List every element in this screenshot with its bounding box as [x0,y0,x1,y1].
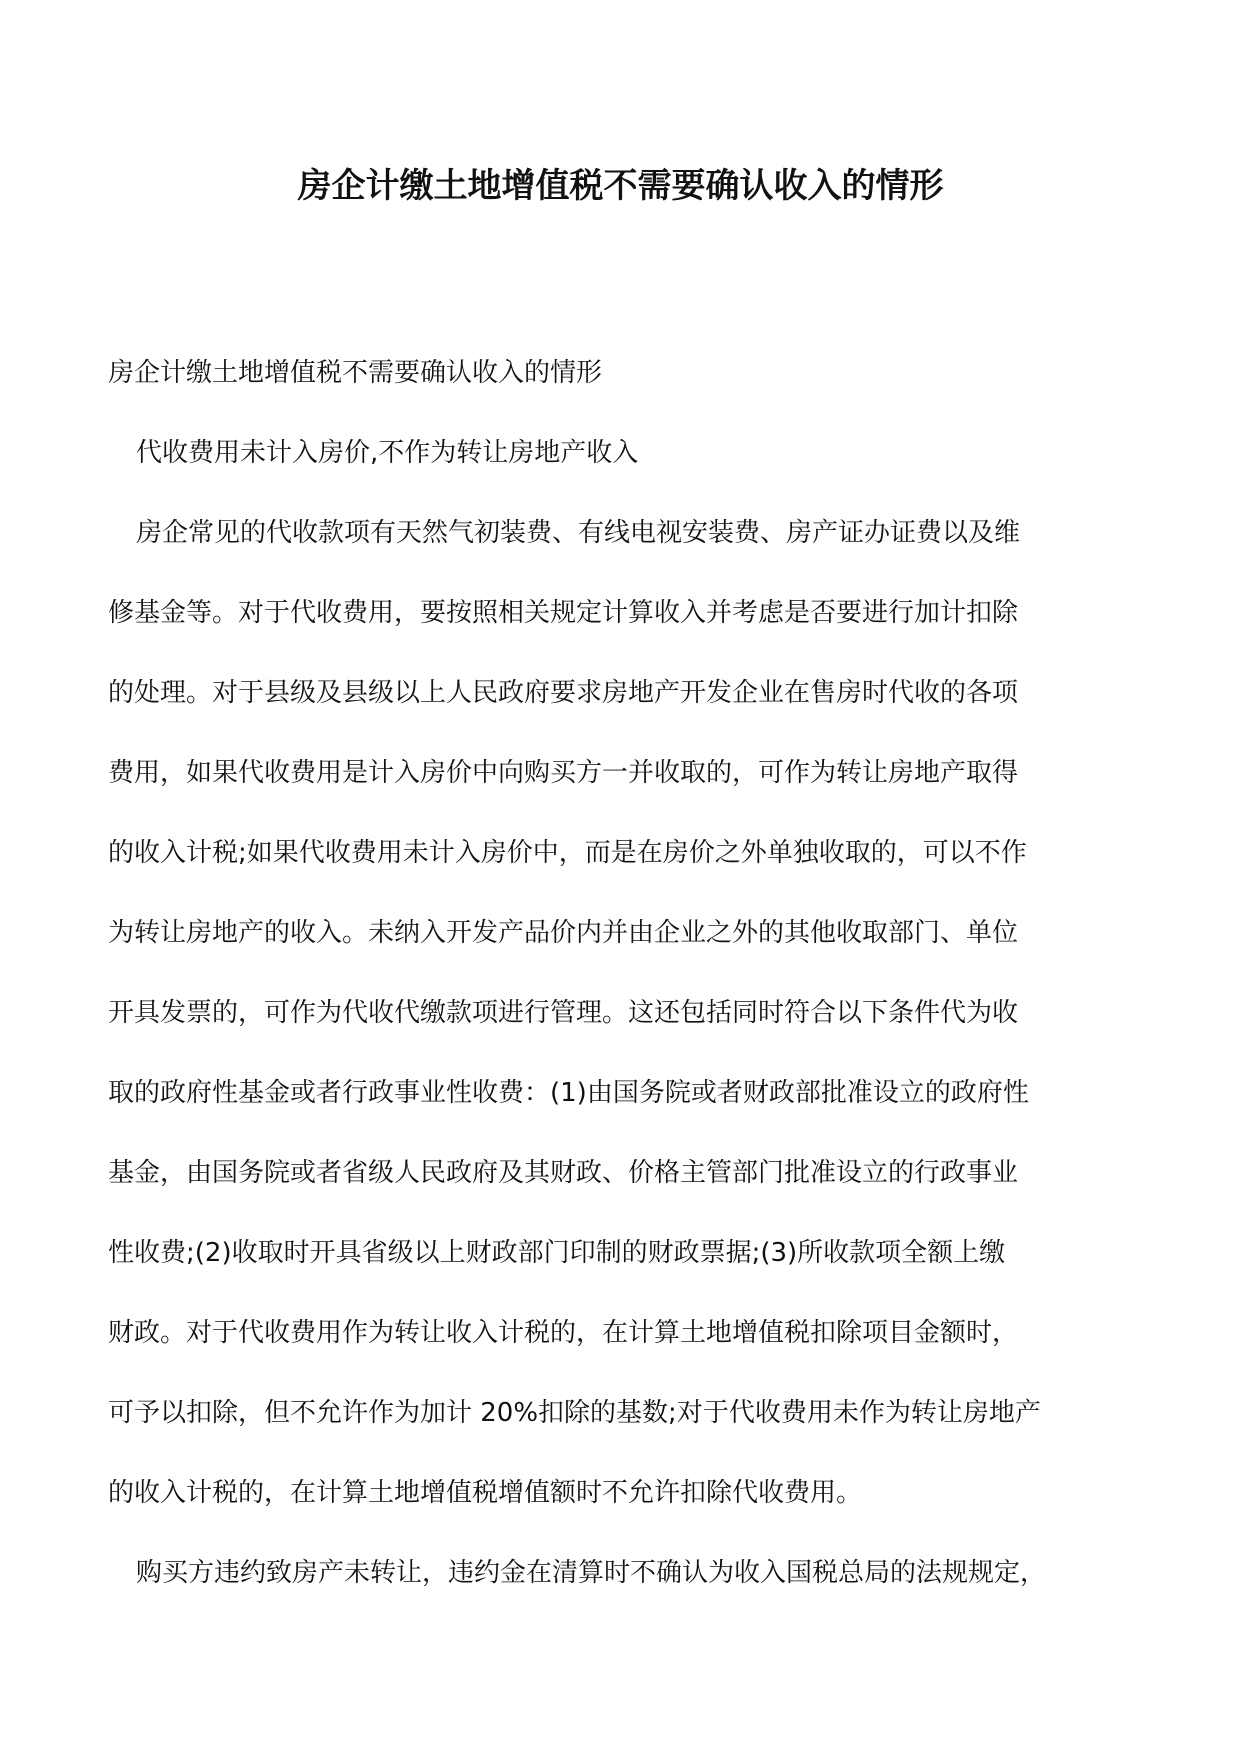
paragraph-line: 财政。对于代收费用作为转让收入计税的，在计算土地增值税扣除项目金额时， [108,1318,1019,1348]
paragraph-line: 的处理。对于县级及县级以上人民政府要求房地产开发企业在售房时代收的各项 [108,678,1019,708]
paragraph-line: 性收费;(2)收取时开具省级以上财政部门印制的财政票据;(3)所收款项全额上缴 [108,1238,1006,1268]
paragraph-line: 可予以扣除，但不允许作为加计 20%扣除的基数;对于代收费用未作为转让房地产 [108,1398,1041,1428]
document-subheading: 房企计缴土地增值税不需要确认收入的情形 [108,358,603,388]
paragraph-line: 修基金等。对于代收费用，要按照相关规定计算收入并考虑是否要进行加计扣除 [108,598,1019,628]
paragraph-line: 开具发票的，可作为代收代缴款项进行管理。这还包括同时符合以下条件代为收 [108,998,1019,1028]
paragraph-line: 基金，由国务院或者省级人民政府及其财政、价格主管部门批准设立的行政事业 [108,1158,1019,1188]
paragraph-line: 费用，如果代收费用是计入房价中向购买方一并收取的，可作为转让房地产取得 [108,758,1019,788]
paragraph-line: 的收入计税;如果代收费用未计入房价中，而是在房价之外单独收取的，可以不作 [108,838,1027,868]
paragraph-line: 为转让房地产的收入。未纳入开发产品价内并由企业之外的其他收取部门、单位 [108,918,1019,948]
section-heading: 代收费用未计入房价,不作为转让房地产收入 [136,438,639,468]
document-title: 房企计缴土地增值税不需要确认收入的情形 [297,166,944,206]
paragraph-line: 购买方违约致房产未转让，违约金在清算时不确认为收入国税总局的法规规定， [136,1558,1047,1588]
paragraph-line: 取的政府性基金或者行政事业性收费：(1)由国务院或者财政部批准设立的政府性 [108,1078,1029,1108]
paragraph-line: 房企常见的代收款项有天然气初装费、有线电视安装费、房产证办证费以及维 [136,518,1021,548]
paragraph-line: 的收入计税的，在计算土地增值税增值额时不允许扣除代收费用。 [108,1478,863,1508]
